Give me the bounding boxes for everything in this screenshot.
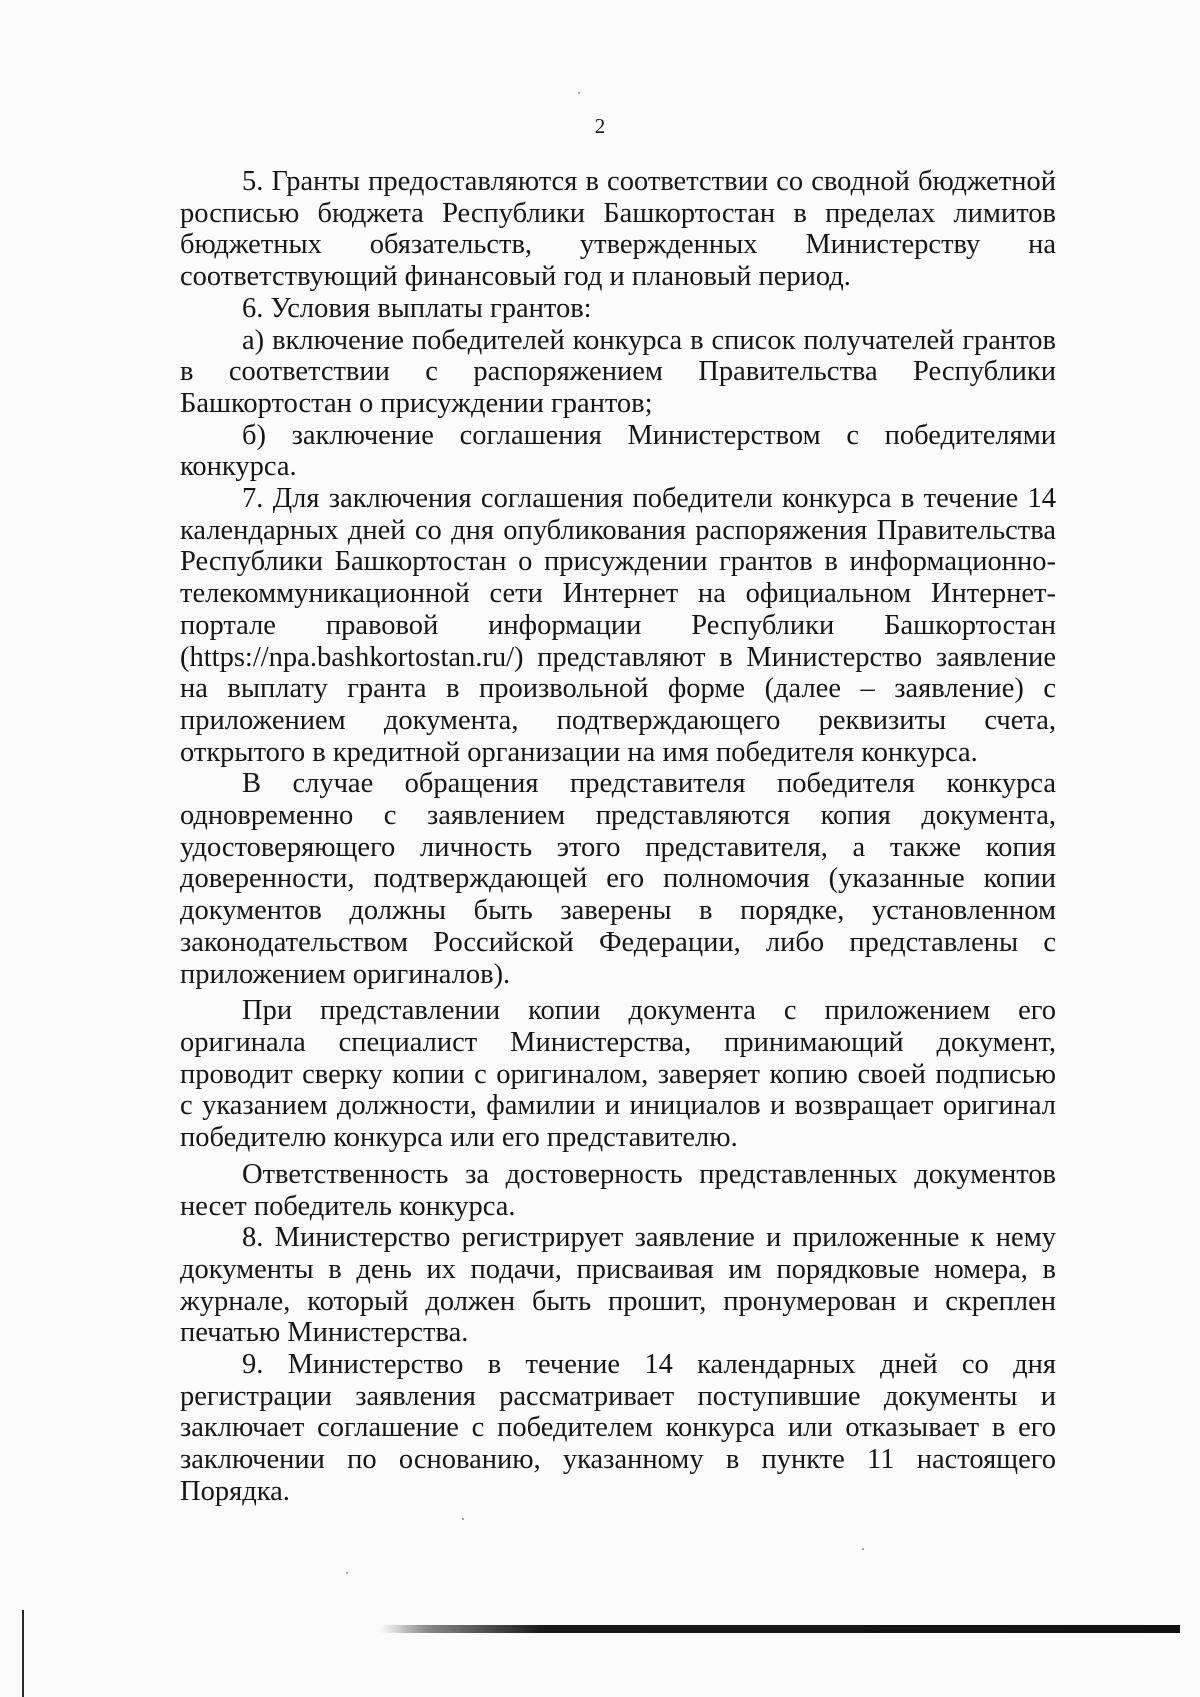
paragraph-5-grants-budget: 5. Гранты предоставляются в соответствии со сводной бюджетной росписью бюджета Республики Башкортостан в пределах лимитов бюджетных обязательств, утвержденных Министерству на соответствующий финансовый год и плановый период. [180,166,1056,293]
paragraph-representative: В случае обращения представителя победителя конкурса одновременно с заявлением представляются копия документа, удостоверяющего личность этого представителя, а также копия доверенности, подтверждающей его полномочия (указанные копии документов должны быть заверены в порядке, установленном законодательством Российской Федерации, либо представлены с приложением оригиналов). [180,768,1056,990]
scan-speck [578,92,580,94]
paragraph-6a-inclusion-in-list: а) включение победителей конкурса в список получателей грантов в соответствии с распоряжением Правительства Республики Башкортостан о присуждении грантов; [180,324,1056,419]
document-body [180,166,1056,1508]
scan-speck [862,1548,864,1550]
paragraph-copy-verification: При представлении копии документа с приложением его оригинала специалист Министерства, принимающий документ, проводит сверку копии с оригиналом, заверяет копию своей подписью с указанием должности, фамилии и инициалов и возвращает оригинал победителю конкурса или его представителю. [180,995,1056,1154]
paragraph-6-payment-conditions: 6. Условия выплаты грантов: [242,292,592,324]
paragraph-8-registration: 8. Министерство регистрирует заявление и приложенные к нему документы в день их подачи, присваивая им порядковые номера, в журнале, который должен быть прошит, пронумерован и скреплен печатью Министерства. [180,1222,1056,1349]
paragraph-9-review: 9. Министерство в течение 14 календарных дней со дня регистрации заявления рассматривает поступившие документы и заключает соглашение с победителем конкурса или отказывает в его заключении по основанию, указанному в пункте 11 настоящего Порядка. [180,1349,1056,1507]
paragraph-7-application: 7. Для заключения соглашения победители конкурса в течение 14 календарных дней со дня опубликования распоряжения Правительства Республики Башкортостан о присуждении грантов в информационно-телекоммуникационной сети Интернет на официальном Интернет-портале правовой информации Республики Башкортостан (https://npa.bashkortostan.ru/) представляют в Министерство заявление на выплату гранта в произвольной форме (далее – заявление) с приложением документа, подтверждающего реквизиты счета, открытого в кредитной организации на имя победителя конкурса. [180,483,1056,768]
page-number: 2 [594,114,606,138]
paragraph-responsibility: Ответственность за достоверность представленных документов несет победитель конкурса. [180,1158,1056,1222]
paragraph-6b-agreement: б) заключение соглашения Министерством с победителями конкурса. [180,419,1056,483]
scan-bottom-edge [380,1625,1180,1633]
scan-speck [346,1572,348,1574]
scan-speck [462,1518,464,1520]
scan-left-edge [22,1610,24,1697]
